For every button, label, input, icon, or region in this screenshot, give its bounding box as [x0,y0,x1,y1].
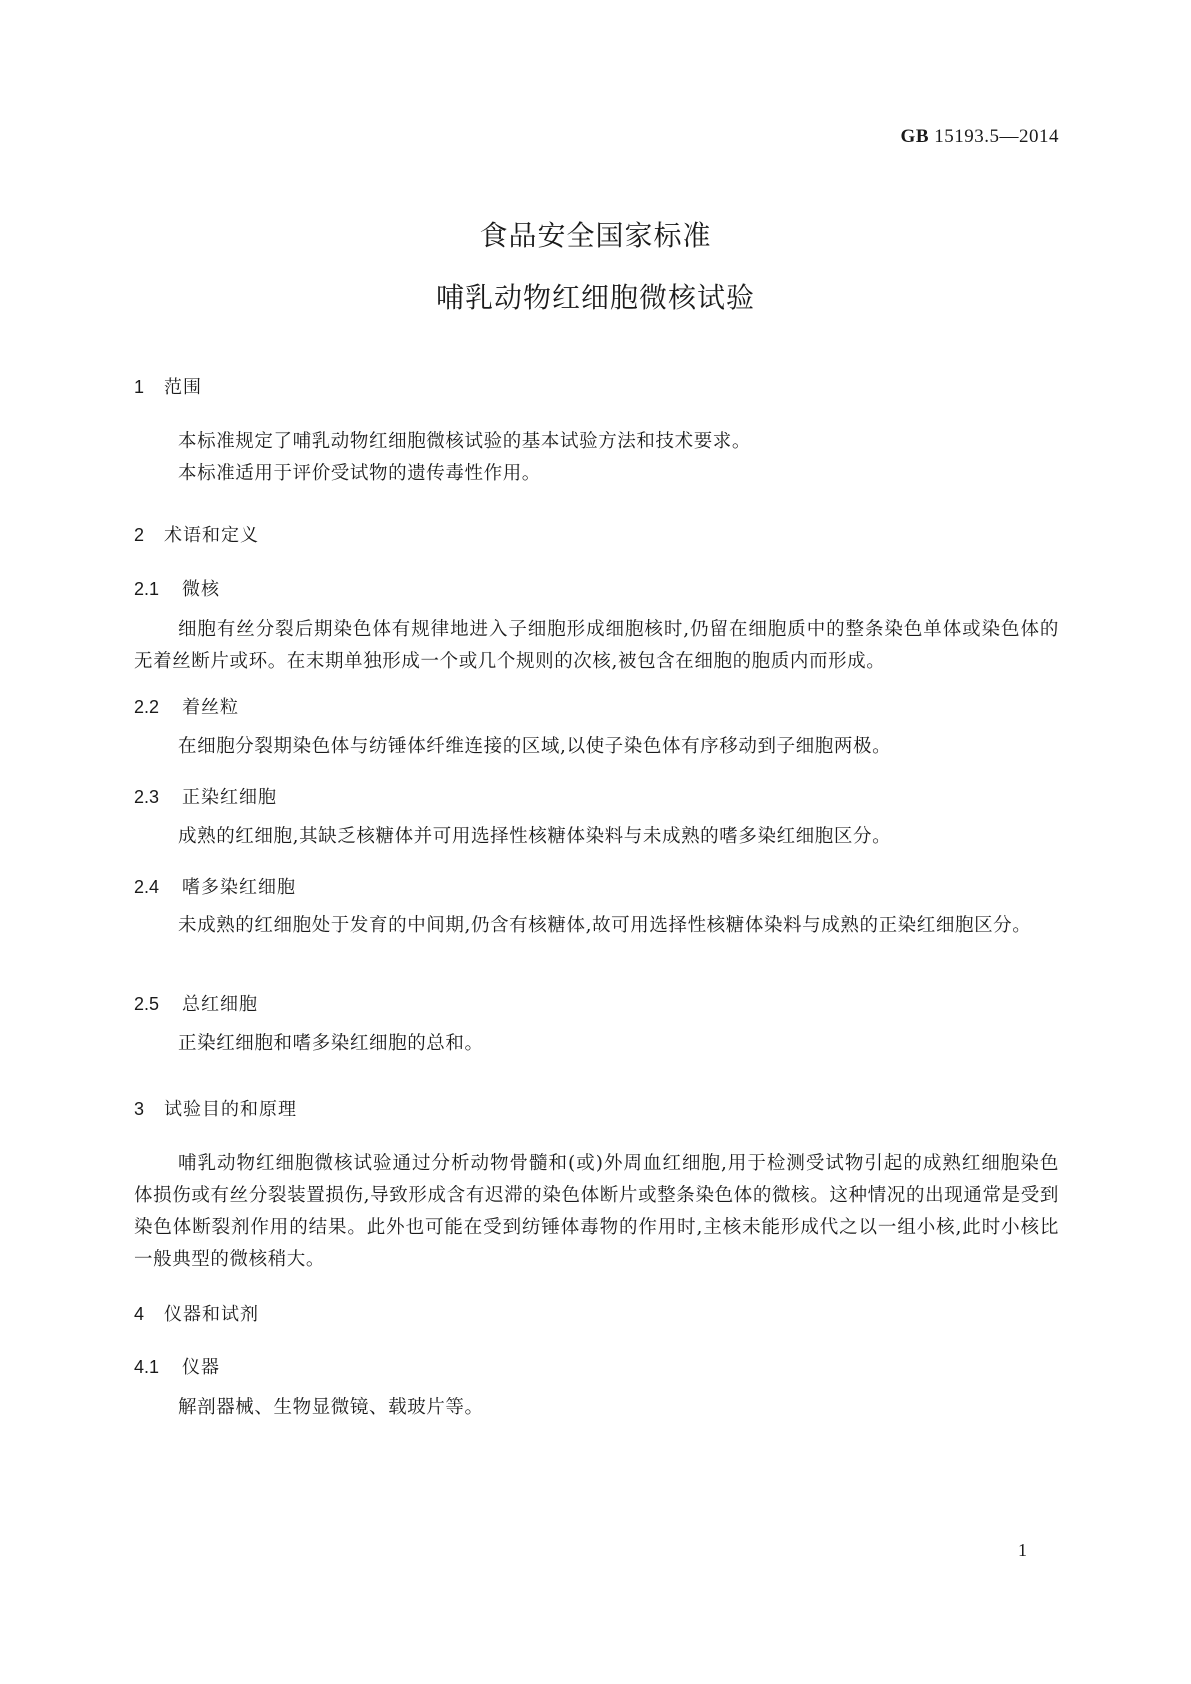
subsection-title: 微核 [182,579,220,600]
subsection-2-1-text: 细胞有丝分裂后期染色体有规律地进入子细胞形成细胞核时,仍留在细胞质中的整条染色单体或染色体的无着丝断片或环。在末期单独形成一个或几个规则的次核,被包含在细胞的胞质内而形成。 [134,619,1059,672]
page-number: 1 [1018,1540,1027,1560]
subsection-title: 嗜多染红细胞 [182,877,296,898]
subsection-title: 着丝粒 [182,697,239,718]
section-3-text: 哺乳动物红细胞微核试验通过分析动物骨髓和(或)外周血红细胞,用于检测受试物引起的成熟红细胞染色体损伤或有丝分裂装置损伤,导致形成含有迟滞的染色体断片或整条染色体的微核。这种情况的出现通常是受到染色体断裂剂作用的结果。此外也可能在受到纺锤体毒物的作用时,主核未能形成代之以一组小核,此时小核比一般典型的微核稍大。 [134,1153,1059,1270]
section-1-paragraph-1: 本标准规定了哺乳动物红细胞微核试验的基本试验方法和技术要求。 [178,431,752,452]
section-3-heading [134,1095,297,1121]
section-2-heading [134,521,259,547]
subsection-2-4-heading [134,873,296,899]
subsection-4-1-heading [134,1353,220,1379]
section-1-paragraph-2: 本标准适用于评价受试物的遗传毒性作用。 [178,463,541,484]
subsection-number: 2.5 [134,994,160,1014]
standard-prefix: GB [900,126,929,147]
section-title: 仪器和试剂 [164,1304,259,1325]
section-title: 试验目的和原理 [164,1099,297,1120]
standard-code [901,126,1059,148]
subsection-number: 2.2 [134,697,160,717]
section-title: 范围 [164,377,202,398]
section-number: 1 [134,377,145,397]
section-4-heading [134,1300,259,1326]
subsection-title: 正染红细胞 [182,787,277,808]
subsection-2-5-heading [134,990,258,1016]
section-number: 2 [134,525,145,545]
section-1-heading [134,373,202,399]
subsection-2-5-text: 正染红细胞和嗜多染红细胞的总和。 [178,1033,484,1054]
document-title-sub: 哺乳动物红细胞微核试验 [435,281,755,314]
subsection-number: 2.4 [134,877,160,897]
document-title-main: 食品安全国家标准 [479,219,712,252]
subsection-2-3-text: 成熟的红细胞,其缺乏核糖体并可用选择性核糖体染料与未成熟的嗜多染红细胞区分。 [178,826,892,847]
subsection-2-1-heading [134,575,220,601]
section-number: 3 [134,1099,145,1119]
subsection-4-1-text: 解剖器械、生物显微镜、载玻片等。 [178,1397,484,1418]
section-number: 4 [134,1304,145,1324]
subsection-2-2-text: 在细胞分裂期染色体与纺锤体纤维连接的区域,以使子染色体有序移动到子细胞两极。 [178,736,892,757]
subsection-number: 2.3 [134,787,160,807]
subsection-title: 总红细胞 [182,994,258,1015]
section-title: 术语和定义 [164,525,259,546]
subsection-title: 仪器 [182,1357,220,1378]
subsection-number: 4.1 [134,1357,160,1377]
subsection-2-2-heading [134,693,239,719]
subsection-number: 2.1 [134,579,160,599]
standard-number: 15193.5—2014 [934,126,1059,147]
subsection-2-3-heading [134,783,277,809]
subsection-2-4-text: 未成熟的红细胞处于发育的中间期,仍含有核糖体,故可用选择性核糖体染料与成熟的正染红细胞区分。 [178,915,1032,936]
